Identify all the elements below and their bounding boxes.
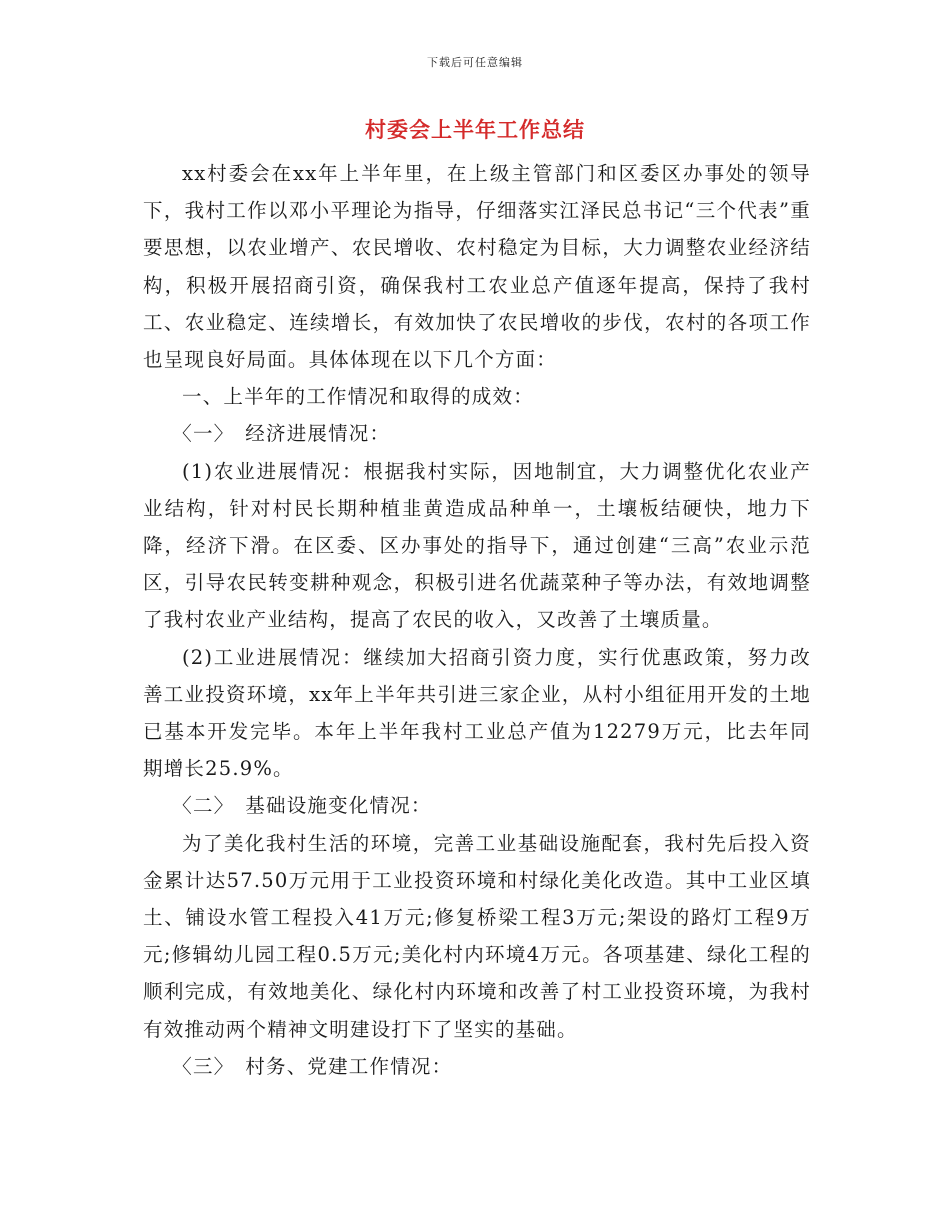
download-note: 下载后可任意编辑	[427, 56, 523, 69]
intro-paragraph: xx村委会在xx年上半年里，在上级主管部门和区委区办事处的领导下，我村工作以邓小平理论为指导，仔细落实江泽民总书记“三个代表”重要思想，以农业增产、农民增收、农村稳定为目标，大力调整农业经济结构，积极开展招商引资，确保我村工农业总产值逐年提高，保持了我村工、农业稳定、连续增长，有效加快了农民增收的步伐，农村的各项工作也呈现良好局面。具体体现在以下几个方面：	[143, 162, 811, 372]
industry-paragraph: (2)工业进展情况：继续加大招商引资力度，实行优惠政策，努力改善工业投资环境，xx年上半年共引进三家企业，从村小组征用开发的土地已基本开发完毕。本年上半年我村工业总产值为12279万元，比去年同期增长25.9%。	[143, 645, 811, 781]
document-title: 村委会上半年工作总结	[365, 117, 585, 142]
subsection-heading-economy: 〈一〉 经济进展情况：	[172, 422, 391, 446]
document-body	[143, 155, 811, 1085]
section-heading-1: 一、上半年的工作情况和取得的成效：	[182, 385, 534, 409]
agriculture-paragraph: (1)农业进展情况：根据我村实际，因地制宜，大力调整优化农业产业结构，针对村民长期种植韭黄造成品种单一，土壤板结硬快，地力下降，经济下滑。在区委、区办事处的指导下，通过创建“三高”农业示范区，引导农民转变耕种观念，积极引进名优蔬菜种子等办法，有效地调整了我村农业产业结构，提高了农民的收入，又改善了土壤质量。	[143, 459, 811, 632]
subsection-heading-infrastructure: 〈二〉 基础设施变化情况：	[172, 794, 432, 818]
subsection-heading-village-affairs: 〈三〉 村务、党建工作情况：	[172, 1054, 453, 1078]
infrastructure-paragraph: 为了美化我村生活的环境，完善工业基础设施配套，我村先后投入资金累计达57.50万元用于工业投资环境和村绿化美化改造。其中工业区填土、铺设水管工程投入41万元;修复桥梁工程3万元;架设的路灯工程9万元;修辑幼儿园工程0.5万元;美化村内环境4万元。各项基建、绿化工程的顺利完成，有效地美化、绿化村内环境和改善了村工业投资环境，为我村有效推动两个精神文明建设打下了坚实的基础。	[143, 831, 811, 1041]
